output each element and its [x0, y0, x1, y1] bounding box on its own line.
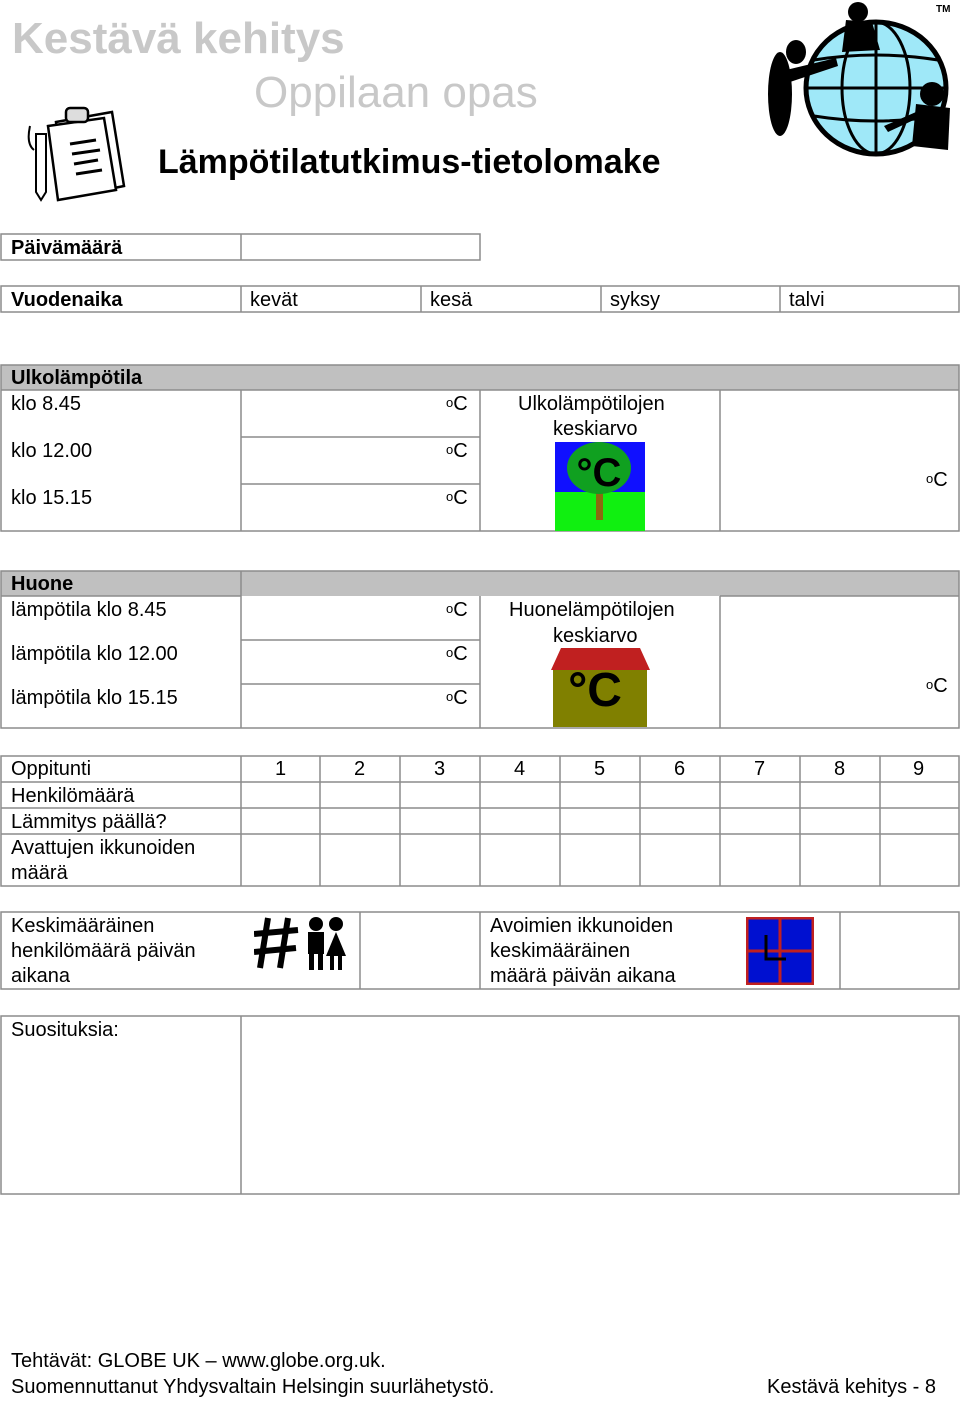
outdoor-unit-3: $^o$C — [446, 487, 468, 509]
trademark: TM — [936, 4, 951, 15]
outdoor-temp-3-input[interactable] — [242, 485, 442, 530]
outdoor-unit-1: $^o$C — [446, 393, 468, 415]
lesson-number-4: 4 — [514, 758, 526, 780]
outdoor-heading: Ulkolämpötila — [11, 367, 143, 389]
lesson-header: Oppitunti — [11, 758, 92, 780]
outdoor-average-input[interactable] — [721, 391, 921, 530]
outdoor-time-3: klo 15.15 — [11, 487, 93, 509]
people-count-label: Henkilömäärä — [11, 785, 135, 807]
outdoor-average-label-2: keskiarvo — [553, 418, 638, 440]
open-windows-label-2: määrä — [11, 862, 68, 884]
outdoor-unit-2: $^o$C — [446, 440, 468, 462]
outdoor-temp-2-input[interactable] — [242, 438, 442, 483]
season-option-summer[interactable]: kesä — [430, 289, 473, 311]
indoor-average-label-2: keskiarvo — [553, 625, 638, 647]
indoor-average-label-1: Huonelämpötilojen — [509, 599, 675, 621]
outdoor-thermometer-tree-icon — [555, 442, 645, 531]
indoor-temp-1-input[interactable] — [242, 597, 442, 639]
lesson-number-2: 2 — [354, 758, 366, 780]
outdoor-time-2: klo 12.00 — [11, 440, 93, 462]
open-windows-label-1: Avattujen ikkunoiden — [11, 837, 196, 859]
avg-people-label-2: henkilömäärä päivän — [11, 940, 196, 962]
lesson-number-6: 6 — [674, 758, 686, 780]
date-label: Päivämäärä — [11, 237, 123, 259]
indoor-unit-2: $^o$C — [446, 643, 468, 665]
indoor-temp-2-input[interactable] — [242, 641, 442, 683]
page-number: Kestävä kehitys - 8 — [767, 1376, 936, 1398]
indoor-thermometer-house-icon — [551, 648, 650, 727]
indoor-unit-1: $^o$C — [446, 599, 468, 621]
window-icon — [746, 917, 814, 985]
date-input[interactable] — [242, 235, 479, 259]
avg-people-label-3: aikana — [11, 965, 70, 987]
indoor-time-3: lämpötila klo 15.15 — [11, 687, 178, 709]
lesson-entry-grid[interactable] — [242, 783, 958, 885]
people-count-icon — [254, 914, 350, 972]
page-title: Lämpötilatutkimus-tietolomake — [158, 143, 661, 181]
lesson-number-1: 1 — [275, 758, 287, 780]
recommendations-label: Suosituksia: — [11, 1019, 119, 1041]
indoor-average-unit: $^o$C — [926, 675, 948, 697]
outdoor-temp-1-input[interactable] — [242, 391, 442, 436]
footer-credit-1: Tehtävät: GLOBE UK – www.globe.org.uk. — [11, 1350, 386, 1372]
lesson-number-7: 7 — [754, 758, 766, 780]
indoor-average-input[interactable] — [721, 597, 921, 727]
avg-windows-input[interactable] — [841, 913, 958, 988]
indoor-time-1: lämpötila klo 8.45 — [11, 599, 167, 621]
lesson-number-5: 5 — [594, 758, 606, 780]
avg-windows-label-3: määrä päivän aikana — [490, 965, 676, 987]
indoor-unit-3: $^o$C — [446, 687, 468, 709]
avg-windows-label-2: keskimääräinen — [490, 940, 631, 962]
footer-credit-2: Suomennuttanut Yhdysvaltain Helsingin suurlähetystö. — [11, 1376, 495, 1398]
outdoor-average-unit: $^o$C — [926, 469, 948, 491]
avg-people-label-1: Keskimääräinen — [11, 915, 155, 937]
indoor-time-2: lämpötila klo 12.00 — [11, 643, 178, 665]
guide-subtitle: Oppilaan opas — [254, 68, 538, 117]
recommendations-input[interactable] — [242, 1017, 958, 1193]
season-option-spring[interactable]: kevät — [250, 289, 298, 311]
lesson-number-3: 3 — [434, 758, 446, 780]
outdoor-time-1: klo 8.45 — [11, 393, 82, 415]
outdoor-average-label-1: Ulkolämpötilojen — [518, 393, 665, 415]
lesson-number-9: 9 — [913, 758, 925, 780]
indoor-temp-3-input[interactable] — [242, 685, 442, 727]
season-option-winter[interactable]: talvi — [789, 289, 825, 311]
season-option-autumn[interactable]: syksy — [610, 289, 660, 311]
season-label: Vuodenaika — [11, 289, 123, 311]
indoor-icon-label: °C — [568, 664, 622, 717]
lesson-number-8: 8 — [834, 758, 846, 780]
indoor-heading: Huone — [11, 573, 74, 595]
brand-title: Kestävä kehitys — [12, 14, 345, 63]
heating-on-label: Lämmitys päällä? — [11, 811, 167, 833]
avg-people-input[interactable] — [361, 913, 479, 988]
outdoor-icon-label: °C — [576, 451, 622, 495]
avg-windows-label-1: Avoimien ikkunoiden — [490, 915, 674, 937]
